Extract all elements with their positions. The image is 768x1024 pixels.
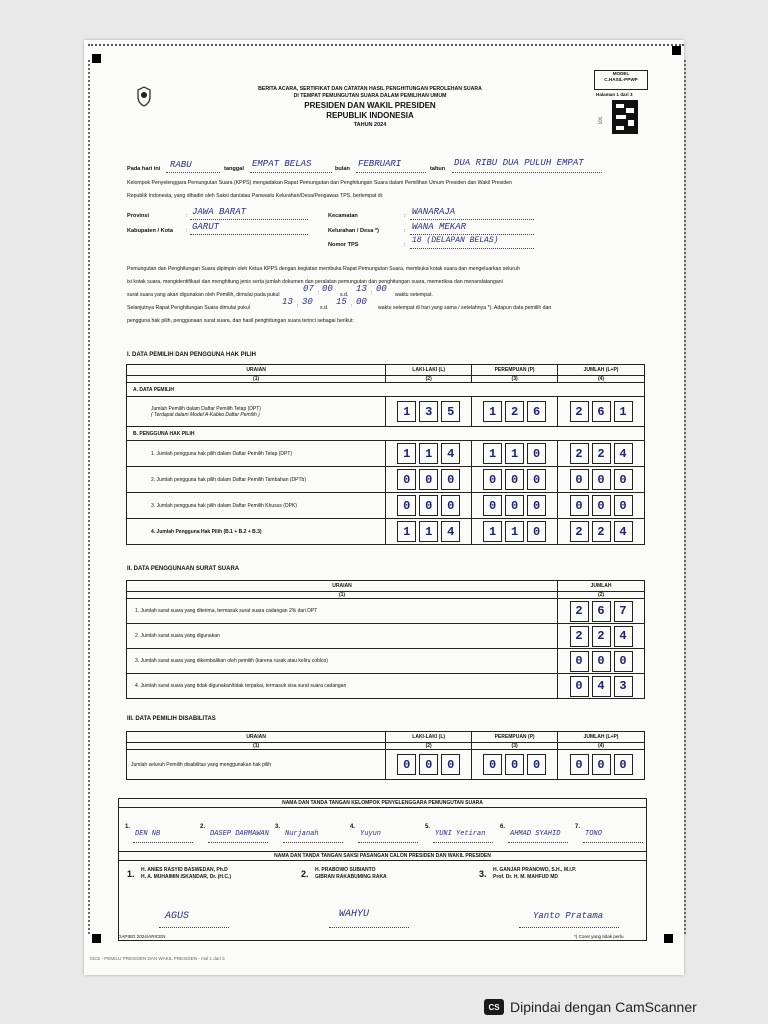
digit-box: 1 — [483, 401, 502, 422]
digit-box: 4 — [441, 443, 460, 464]
perforation-right — [684, 60, 686, 934]
digit-box: 0 — [570, 495, 589, 516]
digit-box: 2 — [592, 521, 611, 542]
digit-box: 0 — [592, 495, 611, 516]
count-start-hour: 13 — [282, 297, 293, 307]
col-uraian: URAIAN — [127, 365, 386, 376]
digit-box: 2 — [592, 443, 611, 464]
digit-box: 4 — [614, 626, 633, 647]
digit-box: 0 — [483, 469, 502, 490]
kpps-member-signature: Yuyun — [360, 830, 382, 838]
camscanner-logo-icon: CS — [484, 999, 504, 1015]
disabilitas-perempuan-digits — [472, 754, 557, 775]
col-jumlah: JUMLAH (L+P) — [558, 365, 645, 376]
digit-box: 4 — [614, 521, 633, 542]
section1-table: URAIAN LAKI-LAKI (L) PEREMPUAN (P) JUMLAH (L+P) (1) (2) (3) (4) A. DATA PEMILIH Jumlah Pemilih dalam Daftar Pemilih Tetap (DPT) ( Terdapat dalam Model A-Kabko Daftar Pemilih ) 1 3 5 1 2 6 2 6 1 B. PENGGUNA HAK PILIH 1. Jumlah pengguna hak pilih dalam Daftar Pemilih Tetap (DPT) 1 1 4 1 1 0 2 2 4 2. Jumlah pengguna hak pilih dalam Daftar Pemilih Tambahan (DPTb) 0 0 0 0 0 0 0 0 0 3. Jumlah pengguna hak pilih dalam Daftar Pemilih Khusus (DPK) 0 0 0 0 0 0 0 0 0 4. Jumlah Pengguna Hak Pilih (B.1 + B.2 + B.3) 1 1 4 1 1 0 2 2 4 — [126, 364, 645, 545]
digit-box: 0 — [570, 676, 589, 697]
paslon3-capres: H. GANJAR PRANOWO, S.H., M.I.P. — [493, 867, 577, 873]
digit-box: 1 — [397, 521, 416, 542]
kpps-member-number: 6. — [500, 824, 506, 830]
dpt-laki-digits — [386, 401, 471, 422]
paslon1-cawapres: H. A. MUHAIMIN ISKANDAR, Dr. (H.C.) — [141, 874, 232, 880]
kecamatan-value: WANARAJA — [412, 207, 456, 217]
digit-group — [472, 443, 557, 464]
qr-number: 101 — [597, 116, 603, 125]
kpps-member-signature: DASEP DARMAWAN — [210, 830, 269, 838]
end-minute: 00 — [376, 284, 387, 294]
digit-box: 0 — [419, 754, 438, 775]
kpps-member-number: 5. — [425, 824, 431, 830]
disabilitas-jumlah-digits — [558, 754, 644, 775]
row-label: 3. Jumlah surat suara yang dikembalikan oleh pemilih (karena rusak atau keliru coblos) — [127, 649, 558, 674]
table-row — [127, 467, 645, 493]
digit-box: 0 — [505, 495, 524, 516]
kabupaten-label: Kabupaten / Kota — [127, 228, 173, 234]
digit-group — [472, 521, 557, 542]
paslon1-capres: H. ANIES RASYID BASWEDAN, Ph.D — [141, 867, 228, 873]
section3-title: III. DATA PEMILIH DISABILITAS — [127, 716, 216, 722]
perforation-left — [88, 60, 90, 934]
row-label: 4. Jumlah surat suara yang tidak digunakan/tidak terpakai, termasuk sisa surat suara cadangan — [127, 674, 558, 699]
header-line2: DI TEMPAT PEMUNGUTAN SUARA DALAM PEMILIHAN UMUM — [293, 93, 447, 99]
para-line3a: surat suara yang akan digunakan oleh Pemilih, dimulai pada pukul — [127, 292, 280, 298]
kpps-member-number: 4. — [350, 824, 356, 830]
digit-group — [558, 495, 644, 516]
tahun-label: tahun — [430, 166, 446, 172]
digit-box: 0 — [419, 469, 438, 490]
digit-box: 1 — [483, 521, 502, 542]
digit-box: 0 — [527, 521, 546, 542]
header-line4: REPUBLIK INDONESIA — [326, 111, 414, 120]
section2-table: URAIAN JUMLAH (1) (2) 1. Jumlah surat suara yang diterima, termasuk surat suara cadangan 2% dari DPT 2 6 7 2. Jumlah surat suara yang digunakan 2 2 4 3. Jumlah surat suara yang dikembalikan oleh pemilih (karena rusak atau keliru coblos) 0 0 0 4. Jumlah surat suara yang tidak digunakan/tidak terpakai, termasuk sisa surat suara cadangan 0 4 3 — [126, 580, 645, 699]
perforation-top — [88, 44, 684, 46]
digit-box: 7 — [614, 601, 633, 622]
kabupaten-value: GARUT — [192, 222, 220, 232]
camscanner-watermark — [484, 999, 697, 1015]
model-label: MODEL — [612, 71, 630, 76]
para-line1: Pemungutan dan Penghitungan Suara dipimpin oleh Ketua KPPS dengan kegiatan membuka Rapat Pemungutan Suara, membuka kotak suara dan mengeluarkan seluruh — [127, 266, 520, 272]
digit-box: 2 — [505, 401, 524, 422]
digit-box: 4 — [441, 521, 460, 542]
tahun-value: DUA RIBU DUA PULUH EMPAT — [454, 158, 584, 168]
digit-box: 2 — [570, 443, 589, 464]
digit-box: 0 — [527, 754, 546, 775]
digit-box: 1 — [614, 401, 633, 422]
table-row — [127, 493, 645, 519]
digit-box: 1 — [397, 443, 416, 464]
digit-box: 0 — [505, 754, 524, 775]
start-hour: 07 — [303, 284, 314, 294]
digit-box: 0 — [441, 495, 460, 516]
paslon3-cawapres: Prof. Dr. H. M. MAHFUD MD — [493, 874, 558, 880]
kpps-member-number: 2. — [200, 824, 206, 830]
digit-box: 3 — [419, 401, 438, 422]
disabilitas-label: Jumlah seluruh Pemilih disabilitas yang menggunakan hak pilih — [127, 750, 386, 780]
footer-bottom: 0102 - PEMILU PRESIDEN DAN WAKIL PRESIDEN - Hal 1 dari 3 — [90, 956, 225, 961]
kpps-member-signature: YUNI Yetiran — [435, 830, 486, 838]
digit-group — [558, 469, 644, 490]
hari-label: Pada hari ini — [127, 166, 161, 172]
table-row — [127, 441, 645, 467]
digit-group — [558, 676, 644, 697]
kpps-member-signature: AHMAD SYAHID — [510, 830, 561, 838]
dpt-perempuan-digits — [472, 401, 557, 422]
row-label: 4. Jumlah Pengguna Hak Pilih (B.1 + B.2 + B.3) — [127, 519, 386, 545]
digit-group — [472, 495, 557, 516]
camscanner-text: Dipindai dengan CamScanner — [510, 999, 697, 1015]
digit-box: 0 — [397, 495, 416, 516]
table-row — [127, 674, 645, 699]
digit-group — [386, 521, 471, 542]
header-line1: BERITA ACARA, SERTIFIKAT DAN CATATAN HASIL PENGHITUNGAN PEROLEHAN SUARA — [258, 86, 482, 92]
digit-box: 1 — [419, 521, 438, 542]
sd-label-2: s.d. — [320, 305, 329, 311]
disabilitas-laki-digits — [386, 754, 471, 775]
digit-box: 4 — [614, 443, 633, 464]
kpps-member-signature: DEN NB — [135, 830, 161, 838]
digit-group — [558, 651, 644, 672]
digit-box: 3 — [614, 676, 633, 697]
provinsi-value: JAWA BARAT — [192, 207, 247, 217]
digit-box: 0 — [483, 754, 502, 775]
digit-box: 1 — [419, 443, 438, 464]
kelurahan-label: Kelurahan / Desa *) — [328, 228, 379, 234]
dpt-jumlah-digits — [558, 401, 644, 422]
intro-line1: Kelompok Penyelenggara Pemungutan Suara (KPPS) mengadakan Rapat Pemungutan dan Penghitungan Suara dalam Pemilihan Umum Presiden dan Wakil Presiden — [127, 180, 513, 186]
row-label: 2. Jumlah surat suara yang digunakan — [127, 624, 558, 649]
table-row — [127, 599, 645, 624]
digit-box: 5 — [441, 401, 460, 422]
digit-box: 0 — [527, 443, 546, 464]
digit-group — [386, 443, 471, 464]
kpps-member-signature: Nurjanah — [285, 830, 319, 838]
digit-box: 0 — [505, 469, 524, 490]
corner-marker — [672, 46, 681, 55]
tps-value: 18 (DELAPAN BELAS) — [412, 236, 499, 245]
col-laki: LAKI-LAKI (L) — [386, 365, 472, 376]
digit-box: 0 — [397, 754, 416, 775]
digit-box: 0 — [614, 495, 633, 516]
digit-box: 6 — [592, 401, 611, 422]
para-line4b: waktu setempat di hari yang sama / setelahnya *). Adapun data pemilih dan — [378, 305, 552, 311]
saksi3-signature: Yanto Pratama — [533, 911, 604, 921]
table-row — [127, 649, 645, 674]
hari-value: RABU — [170, 160, 192, 170]
digit-box: 1 — [397, 401, 416, 422]
provinsi-label: Provinsi — [127, 213, 150, 219]
sd-label-1: s.d. — [340, 292, 349, 298]
section-b-title: B. PENGGUNA HAK PILIH — [127, 427, 645, 441]
section-a-title: A. DATA PEMILIH — [127, 383, 645, 397]
kpps-signature-table: NAMA DAN TANDA TANGAN KELOMPOK PENYELENGGARA PEMUNGUTAN SUARA 1. DEN NB 2. DASEP DARMAWAN 3. Nurjanah 4. Yuyun 5. YUNI Yetiran 6. AHMAD SYAHID 7. TONO NAMA DAN TANDA TANGAN SAKSI PASANGAN CALON PRESIDEN DAN WAKIL PRESIDEN 1. H. ANIES RASYID BASWEDAN, Ph.D H. A. MUHAIMIN ISKANDAR, Dr. (H.C.) 2. H. PRABOWO SUBIANTO GIBRAN RAKABUMING RAKA 3. H. GANJAR PRANOWO, S.H., M.I.P. Prof. Dr. H. M. MAHFUD MD AGUS WAHYU Yanto Pratama — [118, 798, 647, 941]
a-line2: ( Terdapat dalam Model A-Kabko Daftar Pemilih ) — [151, 411, 260, 418]
digit-box: 0 — [592, 469, 611, 490]
kpps-member-number: 1. — [125, 824, 131, 830]
kecamatan-label: Kecamatan — [328, 213, 358, 219]
table-row — [127, 624, 645, 649]
digit-box: 2 — [592, 626, 611, 647]
digit-box: 2 — [570, 521, 589, 542]
digit-box: 6 — [527, 401, 546, 422]
kpps-title: NAMA DAN TANDA TANGAN KELOMPOK PENYELENGGARA PEMUNGUTAN SUARA — [119, 799, 647, 808]
digit-box: 0 — [419, 495, 438, 516]
bulan-label: bulan — [335, 166, 350, 172]
digit-box: 0 — [441, 754, 460, 775]
section1-title: I. DATA PEMILIH DAN PENGGUNA HAK PILIH — [127, 352, 256, 358]
footer-note: *) Coret yang tidak perlu — [574, 934, 624, 939]
digit-group — [386, 469, 471, 490]
table-row — [127, 519, 645, 545]
digit-box: 1 — [483, 443, 502, 464]
header-line3: PRESIDEN DAN WAKIL PRESIDEN — [304, 101, 436, 110]
count-end-hour: 15 — [336, 297, 347, 307]
digit-box: 0 — [397, 469, 416, 490]
digit-group — [558, 626, 644, 647]
digit-box: 0 — [614, 469, 633, 490]
digit-box: 1 — [505, 521, 524, 542]
footer-left: DAPIBO 2024/ARICEN — [118, 934, 166, 939]
digit-group — [558, 443, 644, 464]
row-label: 2. Jumlah pengguna hak pilih dalam Daftar Pemilih Tambahan (DPTb) — [127, 467, 386, 493]
bulan-value: FEBRUARI — [358, 159, 402, 169]
corner-marker — [92, 54, 101, 63]
digit-box: 6 — [592, 601, 611, 622]
qr-code-icon — [612, 100, 638, 134]
digit-group — [472, 469, 557, 490]
corner-marker — [92, 934, 101, 943]
paslon2-capres: H. PRABOWO SUBIANTO — [315, 867, 376, 873]
digit-box: 0 — [441, 469, 460, 490]
corner-marker — [664, 934, 673, 943]
tanggal-label: tanggal — [224, 166, 244, 172]
header-year: TAHUN 2024 — [353, 122, 387, 128]
count-end-minute: 00 — [356, 297, 367, 307]
para-line3b: waktu setempat. — [395, 292, 433, 298]
end-hour: 13 — [356, 284, 367, 294]
digit-box: 0 — [592, 651, 611, 672]
digit-group — [558, 601, 644, 622]
digit-box: 0 — [527, 469, 546, 490]
model-code: C.HASIL-PPWP — [604, 77, 638, 82]
section3-table: URAIAN LAKI-LAKI (L) PEREMPUAN (P) JUMLAH (L+P) (1) (2) (3) (4) Jumlah seluruh Pemilih disabilitas yang menggunakan hak pilih 0 0 0 0 0 0 0 0 0 — [126, 731, 645, 780]
digit-box: 0 — [570, 651, 589, 672]
digit-box: 0 — [614, 651, 633, 672]
digit-box: 0 — [592, 754, 611, 775]
start-minute: 00 — [322, 284, 333, 294]
digit-box: 0 — [483, 495, 502, 516]
model-box — [594, 70, 648, 90]
page-indicator: Halaman 1 dari 3 — [596, 92, 633, 97]
a-line1: Jumlah Pemilih dalam Daftar Pemilih Tetap (DPT) — [151, 405, 261, 412]
row-label: 3. Jumlah pengguna hak pilih dalam Daftar Pemilih Khusus (DPK) — [127, 493, 386, 519]
digit-box: 2 — [570, 601, 589, 622]
section2-title: II. DATA PENGGUNAAN SURAT SUARA — [127, 566, 240, 572]
digit-box: 0 — [570, 469, 589, 490]
digit-box: 2 — [570, 626, 589, 647]
saksi1-signature: AGUS — [165, 911, 190, 922]
para-line4a: Selanjutnya Rapat Penghitungan Suara dimulai pukul — [127, 305, 250, 311]
saksi2-signature: WAHYU — [339, 909, 370, 920]
count-start-minute: 30 — [302, 297, 313, 307]
digit-box: 4 — [592, 676, 611, 697]
kelurahan-value: WANA MEKAR — [412, 222, 467, 232]
kpps-member-number: 7. — [575, 824, 581, 830]
row-label: 1. Jumlah pengguna hak pilih dalam Daftar Pemilih Tetap (DPT) — [127, 441, 386, 467]
kpps-member-signature: TONO — [585, 830, 602, 838]
row-label: 1. Jumlah surat suara yang diterima, termasuk surat suara cadangan 2% dari DPT — [127, 599, 558, 624]
digit-group — [386, 495, 471, 516]
intro-line2: Republik Indonesia, yang dihadiri oleh Saksi dan/atau Panwaslu Kelurahan/Desa/Pengawas TPS, bertempat di: — [127, 193, 384, 199]
para-line2: isi kotak suara, mengidentifikasi dan menghitung jenis serta jumlah dokumen dan peralatan pemungutan dan penghitungan suara, memeriksa dan menandatangani — [127, 279, 503, 285]
saksi-title: NAMA DAN TANDA TANGAN SAKSI PASANGAN CALON PRESIDEN DAN WAKIL PRESIDEN — [119, 852, 647, 861]
col-perempuan: PEREMPUAN (P) — [472, 365, 558, 376]
digit-group — [558, 521, 644, 542]
tps-label: Nomor TPS — [328, 242, 359, 248]
tanggal-value: EMPAT BELAS — [252, 159, 312, 169]
digit-box: 0 — [570, 754, 589, 775]
para-line5: pengguna hak pilih, penggunaan surat suara, dan hasil penghitungan suara terinci sebagai berikut: — [127, 318, 354, 324]
digit-box: 2 — [570, 401, 589, 422]
digit-box: 0 — [527, 495, 546, 516]
paslon2-cawapres: GIBRAN RAKABUMING RAKA — [315, 874, 387, 880]
digit-box: 0 — [614, 754, 633, 775]
digit-box: 1 — [505, 443, 524, 464]
kpps-member-number: 3. — [275, 824, 281, 830]
